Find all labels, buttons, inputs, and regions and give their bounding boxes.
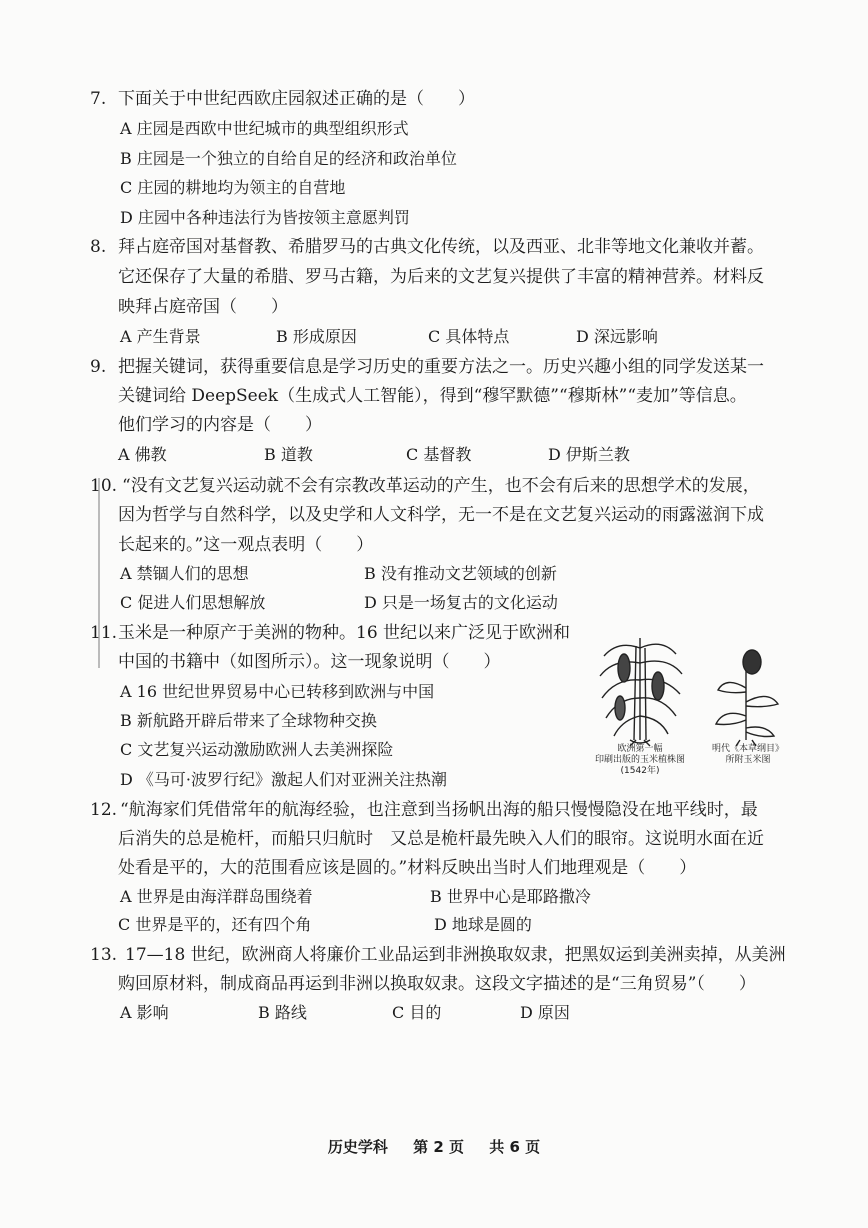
question-stem-line: 中国的书籍中（如图所示）。这一现象说明（ ） <box>118 652 501 672</box>
question-stem-line: 下面关于中世纪西欧庄园叙述正确的是（ ） <box>118 89 475 109</box>
page-footer <box>0 1136 868 1157</box>
option-c: C 目的 <box>392 1003 442 1022</box>
footer-total-pages: 共 6 页 <box>489 1138 541 1156</box>
question-stem-line: 玉米是一种原产于美洲的物种。16 世纪以来广泛见于欧洲和 <box>118 623 571 643</box>
corn-illustration-figure <box>590 628 790 778</box>
option-c: C 促进人们思想解放 <box>120 593 266 612</box>
option-d: D 只是一场复古的文化运动 <box>364 593 558 612</box>
option-a: A 世界是由海洋群岛围绕着 <box>120 887 313 906</box>
chinese-figure-caption: 明代《本草纲目》 所附玉米图 <box>711 744 784 765</box>
chinese-corn-plant-image <box>716 650 778 746</box>
question-stem-line: 购回原材料，制成商品再运到非洲以换取奴隶。这段文字描述的是“三角贸易”（ ） <box>118 974 756 994</box>
question-stem-line: 17—18 世纪，欧洲商人将廉价工业品运到非洲换取奴隶，把黑奴运到美洲卖掉，从美洲 <box>125 945 786 965</box>
option-b: B 没有推动文艺领域的创新 <box>364 564 557 583</box>
question-number: 12. <box>90 800 118 820</box>
option-b: B 道教 <box>264 445 313 464</box>
question-stem-line: 拜占庭帝国对基督教、希腊罗马的古典文化传统，以及西亚、北非等地文化兼收并蓄。 <box>118 237 764 257</box>
option-d: D 深远影响 <box>576 327 658 346</box>
option-c: C 基督教 <box>406 445 472 464</box>
european-figure-caption: 欧洲第一幅 印刷出版的玉米植株图 (1542年) <box>594 744 685 776</box>
option-b: B 路线 <box>258 1003 307 1022</box>
option-d: D 伊斯兰教 <box>548 445 630 464</box>
question-number: 9. <box>90 357 107 377</box>
option-b: B 世界中心是耶路撒冷 <box>430 887 591 906</box>
question-stem-line: “没有文艺复兴运动就不会有宗教改革运动的产生，也不会有后来的思想学术的发展， <box>122 476 760 496</box>
option-a: A 佛教 <box>118 445 167 464</box>
option-c: C 世界是平的，还有四个角 <box>118 915 312 934</box>
option-a: A 禁锢人们的思想 <box>120 564 249 583</box>
option-d: D 庄园中各种违法行为皆按领主意愿判罚 <box>120 208 410 227</box>
option-d: D 《马可·波罗行纪》激起人们对亚洲关注热潮 <box>120 770 448 789</box>
option-b: B 庄园是一个独立的自给自足的经济和政治单位 <box>120 149 457 168</box>
question-number: 10. <box>90 476 118 496</box>
option-a: A 影响 <box>120 1003 169 1022</box>
question-stem-line: 关键词给 DeepSeek（生成式人工智能），得到“穆罕默德”“穆斯林”“麦加”等信息。 <box>118 386 747 406</box>
question-number: 13. <box>90 945 118 965</box>
question-stem-line: 后消失的总是桅杆，而船只归航时 又总是桅杆最先映入人们的眼帘。这说明水面在近 <box>118 829 764 849</box>
option-c: C 文艺复兴运动激励欧洲人去美洲探险 <box>120 740 394 759</box>
footer-subject: 历史学科 <box>327 1138 388 1156</box>
question-stem-line: 它还保存了大量的希腊、罗马古籍，为后来的文艺复兴提供了丰富的精神营养。材料反 <box>118 267 764 287</box>
question-stem-line: 因为哲学与自然科学，以及史学和人文科学，无一不是在文艺复兴运动的雨露滋润下成 <box>118 505 764 525</box>
question-number: 8. <box>90 237 107 257</box>
question-stem-line: 把握关键词，获得重要信息是学习历史的重要方法之一。历史兴趣小组的同学发送某一 <box>118 357 764 377</box>
question-stem-line: 映拜占庭帝国（ ） <box>118 297 288 317</box>
option-a: A 产生背景 <box>120 327 201 346</box>
question-stem-line: 长起来的。”这一观点表明（ ） <box>118 535 374 555</box>
question-stem-line: 处看是平的，大的范围看应该是圆的。”材料反映出当时人们地理观是（ ） <box>118 858 697 878</box>
option-a: A 16 世纪世界贸易中心已转移到欧洲与中国 <box>120 682 435 701</box>
question-number: 7. <box>90 89 107 109</box>
footer-page-number: 第 2 页 <box>413 1138 464 1156</box>
option-a: A 庄园是西欧中世纪城市的典型组织形式 <box>120 119 409 138</box>
option-c: C 具体特点 <box>428 327 510 346</box>
question-stem-line: 他们学习的内容是（ ） <box>118 415 322 435</box>
option-d: D 地球是圆的 <box>434 915 532 934</box>
option-c: C 庄园的耕地均为领主的自营地 <box>120 178 346 197</box>
option-b: B 形成原因 <box>276 327 357 346</box>
question-stem-line: “航海家们凭借常年的航海经验，也注意到当扬帆出海的船只慢慢隐没在地平线时，最 <box>120 800 758 820</box>
question-number: 11. <box>90 623 118 643</box>
option-b: B 新航路开辟后带来了全球物种交换 <box>120 711 377 730</box>
european-corn-plant-image <box>600 638 682 746</box>
option-d: D 原因 <box>520 1003 570 1022</box>
